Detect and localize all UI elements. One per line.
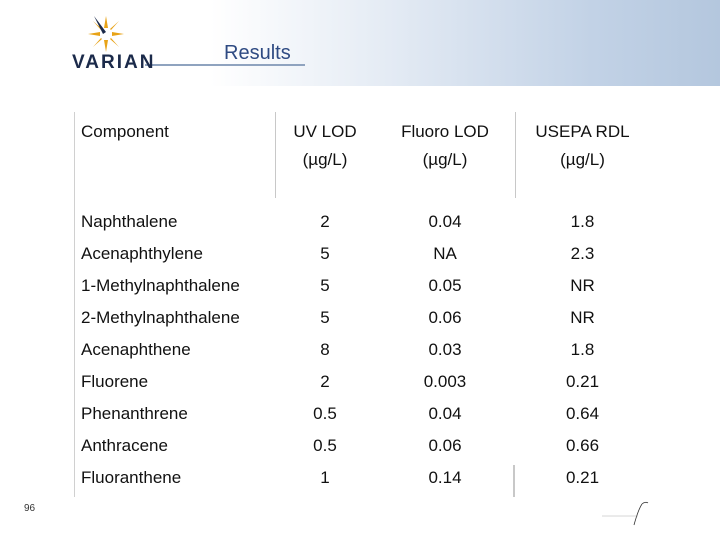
usepa-rdl-cell: 0.21: [565, 468, 600, 487]
usepa-rdl-cell: 1.8: [570, 340, 595, 359]
fluoro-lod-cell: 0.04: [428, 212, 462, 231]
slide-header: [0, 0, 720, 86]
uv-lod-cell: 1: [320, 468, 330, 487]
table-row: [75, 334, 655, 366]
component-cell: Acenaphthene: [81, 340, 191, 359]
component-cell: 2-Methylnaphthalene: [81, 308, 240, 327]
fluoro-lod-cell: 0.06: [428, 308, 462, 327]
component-cell: Fluoranthene: [81, 468, 182, 487]
fluoro-lod-cell: 0.05: [428, 276, 462, 295]
table-row: [75, 302, 655, 334]
fluoro-lod-cell: 0.003: [423, 372, 467, 391]
uv-lod-cell: 5: [320, 276, 330, 295]
column-header-uv-lod: UV LOD (µg/L): [293, 122, 357, 169]
component-cell: Anthracene: [81, 436, 168, 455]
usepa-rdl-cell: NR: [570, 276, 595, 295]
varian-starburst-icon: [86, 14, 126, 54]
fluoro-lod-cell: 0.14: [428, 468, 462, 487]
column-header-fluoro-lod: Fluoro LOD (µg/L): [401, 122, 489, 169]
uv-lod-cell: 5: [320, 308, 330, 327]
innovation-excellence-logo: [598, 500, 670, 526]
component-cell: Phenanthrene: [81, 404, 188, 423]
fluoro-lod-cell: 0.06: [428, 436, 462, 455]
results-table: [74, 112, 655, 497]
usepa-rdl-cell: 2.3: [570, 244, 595, 263]
fluoro-lod-cell: 0.04: [428, 404, 462, 423]
fluoro-lod-cell: NA: [433, 244, 457, 263]
uv-lod-cell: 0.5: [313, 436, 337, 455]
component-cell: Fluorene: [81, 372, 149, 391]
table-row: [75, 206, 655, 238]
component-cell: Acenaphthylene: [81, 244, 203, 263]
fluoro-lod-cell: 0.03: [428, 340, 462, 359]
table-row: [75, 398, 655, 430]
column-divider: [515, 112, 516, 198]
component-cell: Naphthalene: [81, 212, 178, 231]
usepa-rdl-cell: NR: [570, 308, 595, 327]
table-row: [75, 238, 655, 270]
column-header-component: Component: [81, 122, 169, 141]
page-title: Results: [224, 42, 291, 64]
uv-lod-cell: 2: [320, 212, 330, 231]
usepa-rdl-cell: 0.66: [565, 436, 600, 455]
uv-lod-cell: 2: [320, 372, 330, 391]
usepa-rdl-cell: 0.21: [565, 372, 600, 391]
usepa-rdl-cell: 0.64: [565, 404, 600, 423]
uv-lod-cell: 5: [320, 244, 330, 263]
table-row: [75, 462, 655, 494]
brand-logo-text: VARIAN: [72, 52, 156, 73]
component-cell: 1-Methylnaphthalene: [81, 276, 240, 295]
uv-lod-cell: 0.5: [313, 404, 337, 423]
usepa-rdl-cell: 1.8: [570, 212, 595, 231]
uv-lod-cell: 8: [320, 340, 330, 359]
column-header-usepa-rdl: USEPA RDL (µg/L): [535, 122, 630, 169]
table-row: [75, 270, 655, 302]
table-row: [75, 366, 655, 398]
table-row: [75, 430, 655, 462]
page-number: 96: [24, 503, 36, 514]
